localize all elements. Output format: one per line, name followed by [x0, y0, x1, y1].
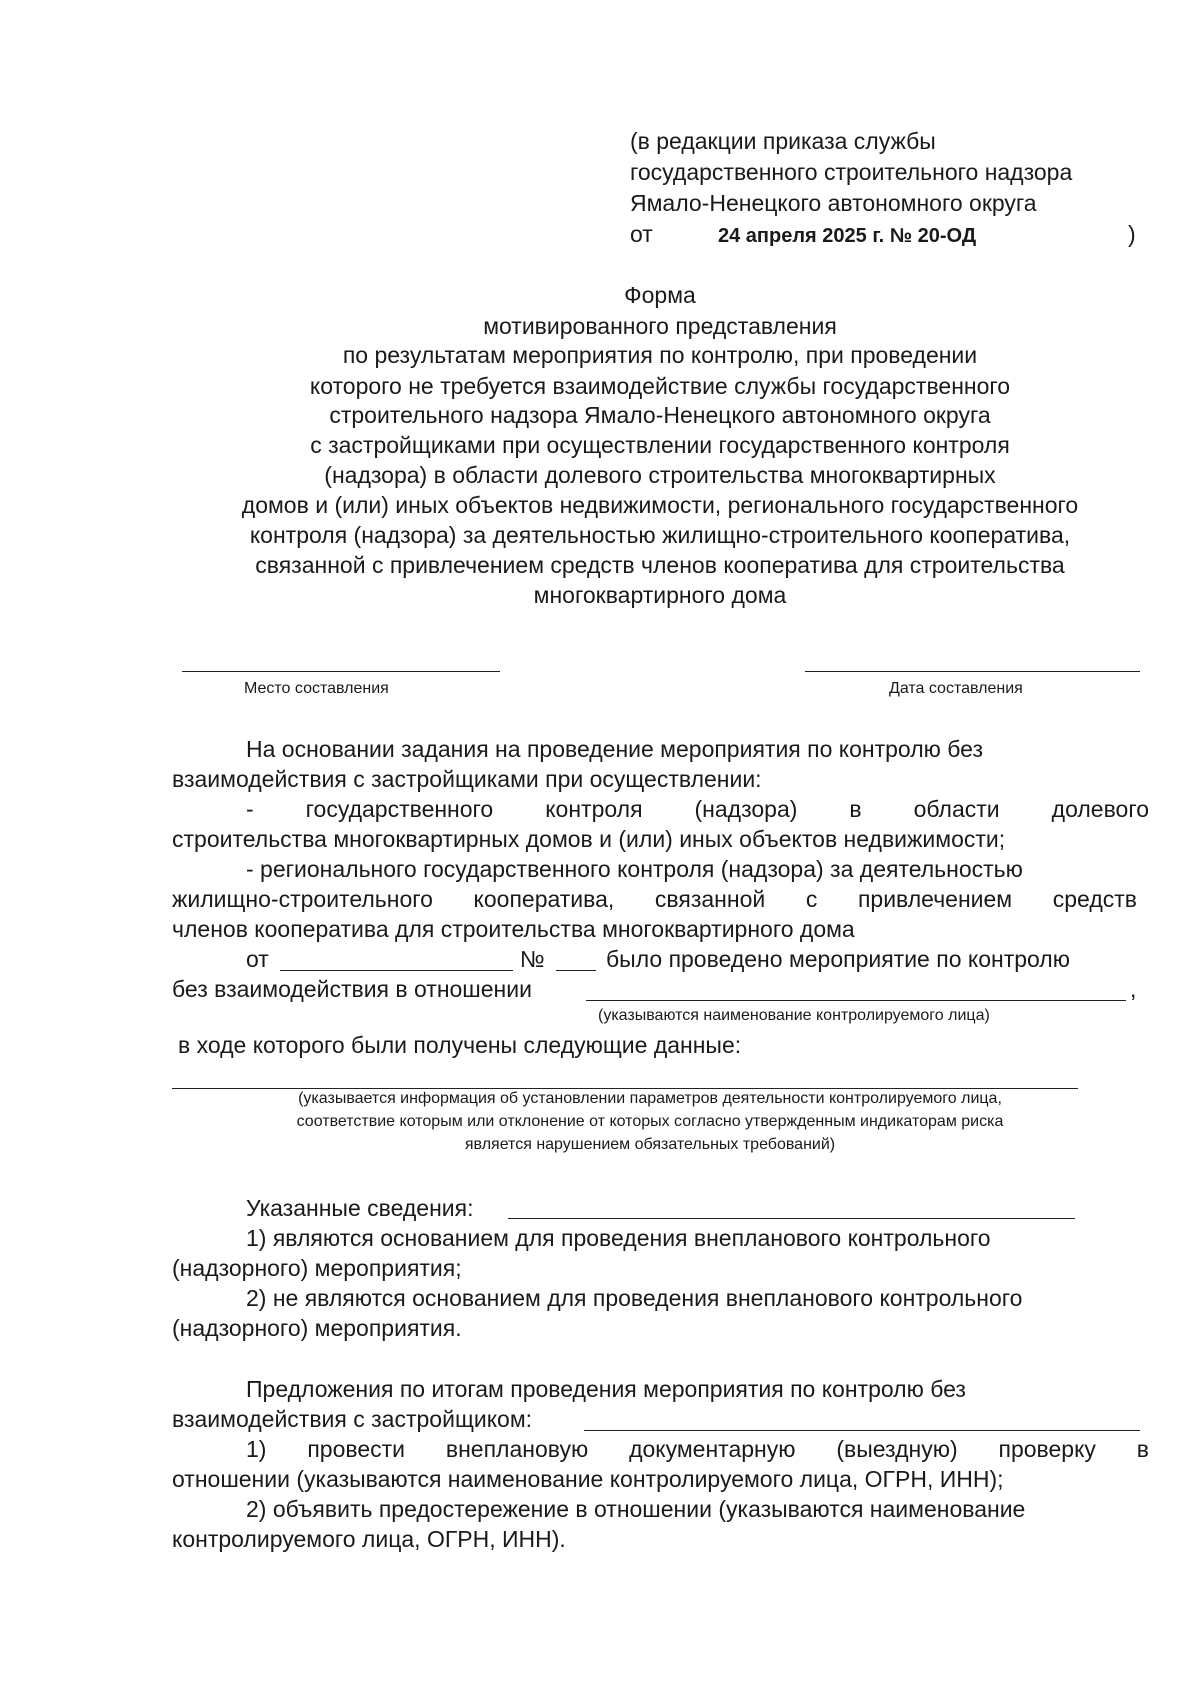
hint-data-line-1: (указывается информация об установлении параметров деятельности контролируемого лица,	[298, 1090, 1002, 1107]
p2-line-5: (надзорного) мероприятия.	[172, 1315, 462, 1341]
p1-line-6: жилищно-строительного кооператива, связанной с привлечением средств	[172, 886, 1137, 912]
p3-line-3: 1) провести внеплановую документарную (выездную) проверку в	[246, 1436, 1149, 1462]
p1-line-5: - регионального государственного контроля (надзора) за деятельностью	[246, 856, 1023, 882]
title-line-10: связанной с привлечением средств членов кооператива для строительства	[255, 552, 1065, 578]
p1-line-4: строительства многоквартирных домов и (или) иных объектов недвижимости;	[172, 826, 1006, 852]
p1-line-8-tail: было проведено мероприятие по контролю	[606, 946, 1070, 972]
title-line-5: строительного надзора Ямало-Ненецкого автономного округа	[329, 402, 991, 428]
p3-line-2: взаимодействия с застройщиком:	[172, 1406, 533, 1432]
p1-date-blank	[280, 970, 513, 971]
p1-line-1: На основании задания на проведение мероприятия по контролю без	[246, 736, 983, 762]
title-line-9: контроля (надзора) за деятельностью жилищно-строительного кооператива,	[249, 522, 1071, 548]
date-blank-line	[805, 671, 1140, 672]
p3-line-4: отношении (указываются наименование контролируемого лица, ОГРН, ИНН);	[172, 1466, 1004, 1492]
p3-line-5: 2) объявить предостережение в отношении (указываются наименование	[246, 1496, 1026, 1522]
p2-line-2: 1) являются основанием для проведения внепланового контрольного	[246, 1225, 991, 1251]
amendment-ot: от	[630, 221, 653, 247]
p2-line-1: Указанные сведения:	[246, 1195, 474, 1221]
amendment-line-2: государственного строительного надзора	[630, 159, 1073, 185]
p2-info-blank	[508, 1218, 1075, 1219]
p1-hint-subject: (указываются наименование контролируемого лица)	[598, 1007, 990, 1024]
date-label: Дата составления	[889, 680, 1023, 697]
p1-comma: ,	[1130, 976, 1137, 1002]
place-label: Место составления	[244, 680, 389, 697]
p1-subject-blank	[586, 1000, 1126, 1001]
place-blank-line	[182, 671, 500, 672]
amendment-line-3: Ямало-Ненецкого автономного округа	[630, 190, 1037, 216]
amendment-close-paren: )	[1128, 221, 1136, 247]
title-line-4: которого не требуется взаимодействие службы государственного	[309, 373, 1011, 399]
title-line-2: мотивированного представления	[483, 313, 837, 339]
hint-data-line-2: соответствие которым или отклонение от которых согласно утвержденным индикаторам риска	[296, 1113, 1004, 1130]
p1-number-sign: №	[520, 946, 545, 972]
p3-proposal-blank	[584, 1430, 1140, 1431]
title-line-8: домов и (или) иных объектов недвижимости, регионального государственного	[241, 492, 1079, 518]
title-line-7: (надзора) в области долевого строительства многоквартирных	[324, 462, 996, 488]
p1-line-9: без взаимодействия в отношении	[172, 976, 532, 1002]
p1-line-3: - государственного контроля (надзора) в области долевого	[246, 796, 1149, 822]
hint-data-line-3: является нарушением обязательных требований)	[464, 1136, 836, 1153]
p1-line-10: в ходе которого были получены следующие данные:	[178, 1032, 742, 1058]
p1-number-blank	[556, 970, 596, 971]
p1-ot: от	[246, 946, 269, 972]
title-line-11: многоквартирного дома	[533, 582, 787, 608]
p2-line-3: (надзорного) мероприятия;	[172, 1255, 462, 1281]
amendment-line-1: (в редакции приказа службы	[630, 128, 936, 154]
title-line-1: Форма	[624, 282, 696, 308]
p1-line-7: членов кооператива для строительства многоквартирного дома	[172, 916, 855, 942]
amendment-note	[630, 126, 1150, 219]
p2-line-4: 2) не являются основанием для проведения внепланового контрольного	[246, 1285, 1023, 1311]
p1-line-2: взаимодействия с застройщиками при осуществлении:	[172, 766, 762, 792]
title-line-6: с застройщиками при осуществлении государственного контроля	[310, 432, 1010, 458]
p3-line-6: контролируемого лица, ОГРН, ИНН).	[172, 1526, 566, 1552]
p3-line-1: Предложения по итогам проведения мероприятия по контролю без	[246, 1376, 966, 1402]
title-line-3: по результатам мероприятия по контролю, при проведении	[342, 342, 978, 368]
amendment-date-number: 24 апреля 2025 г. № 20-ОД	[718, 225, 977, 247]
